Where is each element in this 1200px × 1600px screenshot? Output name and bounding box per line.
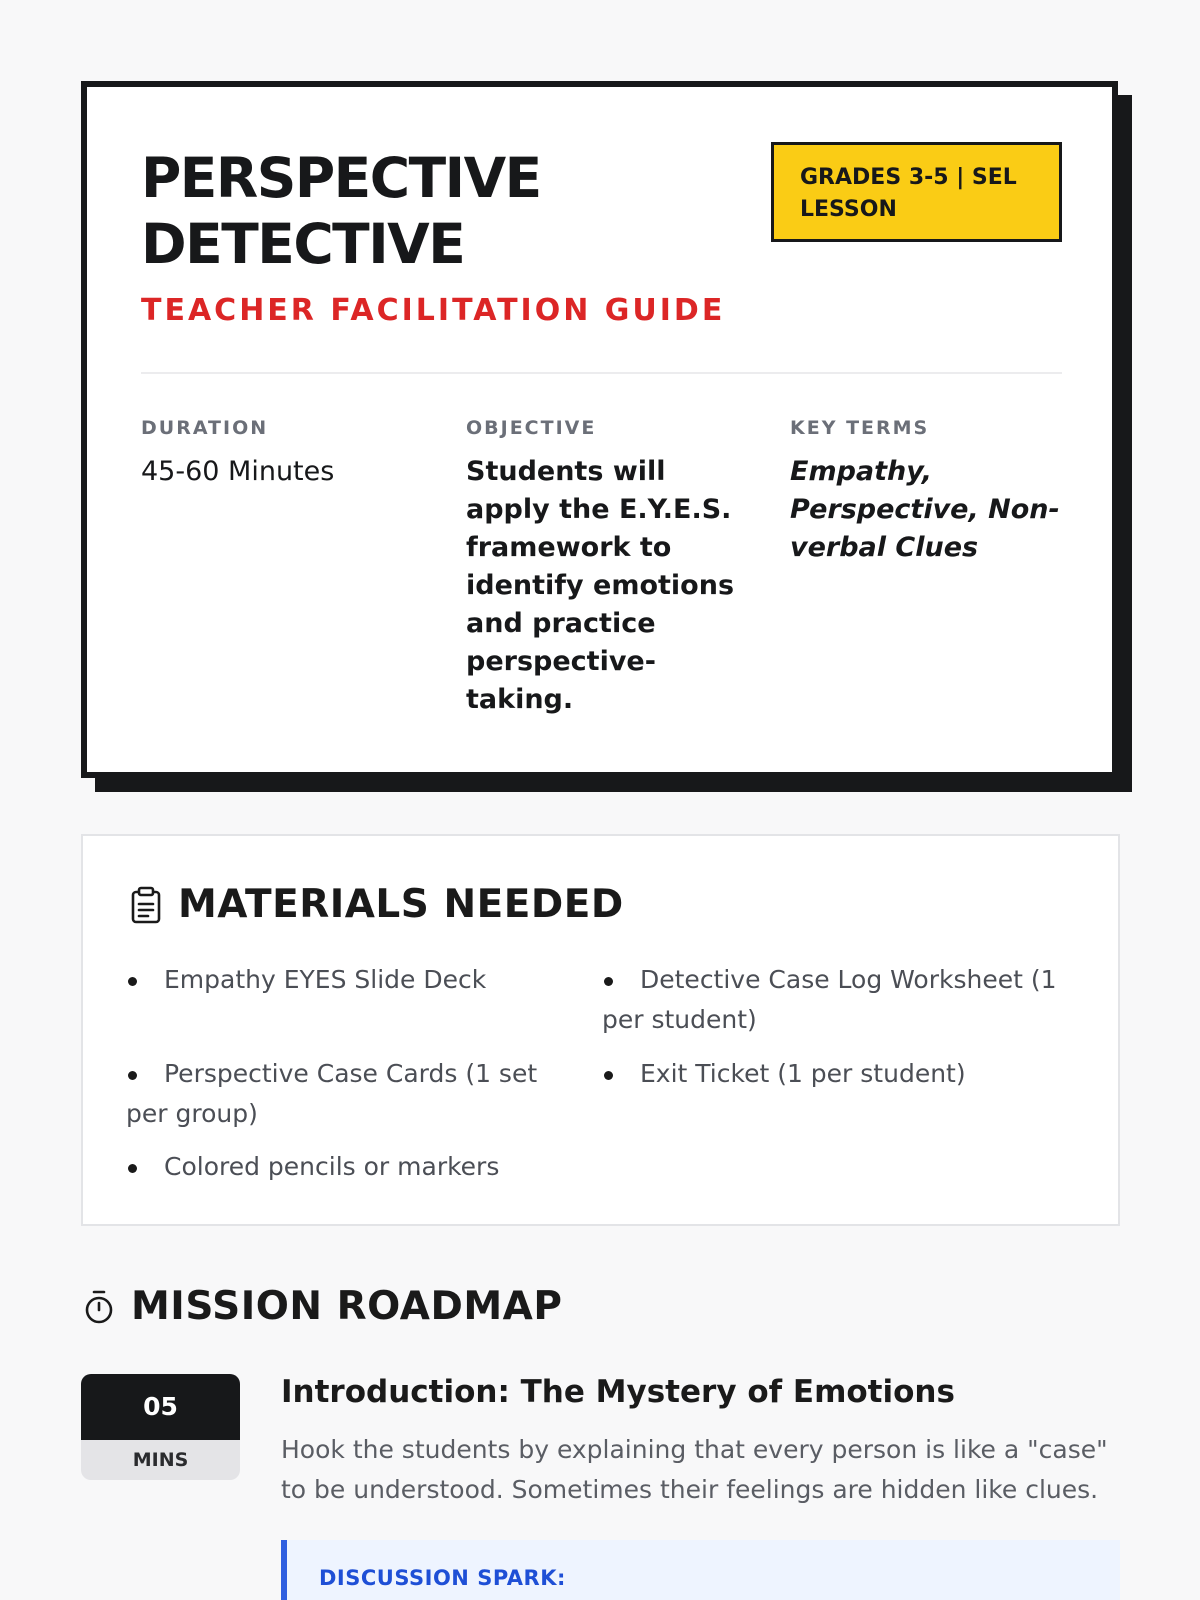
key-terms-value: Empathy, Perspective, Non-verbal Clues (790, 456, 1060, 563)
list-item: Exit Ticket (1 per student) (602, 1054, 1072, 1094)
page-subtitle: TEACHER FACILITATION GUIDE (141, 293, 726, 328)
duration-label: DURATION (141, 417, 269, 439)
duration-value: 45-60 Minutes (141, 456, 335, 487)
roadmap-heading (81, 1284, 562, 1329)
time-value: 05 (81, 1374, 240, 1440)
discussion-callout (281, 1540, 1120, 1600)
step-title: Introduction: The Mystery of Emotions (281, 1374, 955, 1410)
materials-heading (126, 882, 624, 927)
bullet-icon (604, 977, 613, 986)
list-item: Empathy EYES Slide Deck (126, 960, 556, 1000)
bullet-icon (128, 1164, 137, 1173)
list-item: Perspective Case Cards (1 set per group) (126, 1059, 538, 1128)
materials-title: MATERIALS NEEDED (178, 882, 624, 927)
objective-value: Students will apply the E.Y.E.S. framework to identify emotions and practice perspective-taking. (466, 456, 735, 715)
stopwatch-icon (81, 1289, 117, 1325)
divider (141, 372, 1062, 374)
duration-block (141, 417, 431, 491)
hero-card (81, 81, 1118, 778)
callout-label: DISCUSSION SPARK: (319, 1566, 566, 1590)
materials-card (81, 834, 1120, 1226)
bullet-icon (128, 977, 137, 986)
grade-badge: GRADES 3-5 | SEL LESSON (771, 142, 1062, 242)
list-item: Detective Case Log Worksheet (1 per student) (602, 965, 1057, 1034)
key-terms-label: KEY TERMS (790, 417, 930, 439)
bullet-icon (604, 1071, 613, 1080)
objective-block (466, 417, 741, 719)
clipboard-icon (126, 885, 166, 925)
list-item: Colored pencils or markers (126, 1147, 586, 1187)
time-badge (81, 1374, 240, 1480)
step-description: Hook the students by explaining that every person is like a "case" to be understood. Sometimes their feelings are hidden like clues. (281, 1435, 1108, 1504)
key-terms-block (790, 417, 1062, 567)
page-title: PERSPECTIVE DETECTIVE (141, 146, 541, 276)
objective-label: OBJECTIVE (466, 417, 597, 439)
bullet-icon (128, 1071, 137, 1080)
roadmap-title: MISSION ROADMAP (131, 1284, 563, 1329)
time-unit: MINS (132, 1449, 189, 1471)
